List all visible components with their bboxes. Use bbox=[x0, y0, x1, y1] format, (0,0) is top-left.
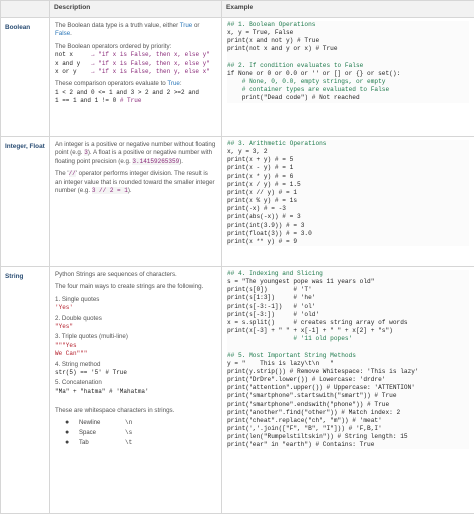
code-line: x, y = 3, 2 bbox=[227, 148, 469, 156]
code-line: y = " This is lazy\t\n " bbox=[227, 360, 469, 368]
header-row bbox=[1, 1, 474, 18]
string-desc-2: The four main ways to create strings are the following. bbox=[55, 283, 216, 291]
code-line: print(x % y) # = 1s bbox=[227, 197, 469, 205]
code-line: print(int(3.9)) # = 3 bbox=[227, 222, 469, 230]
code-line: print(s[-3:]) # 'old' bbox=[227, 311, 469, 319]
code-line: # container types are evaluated to False bbox=[227, 86, 469, 94]
code-line: print(y.strip()) # Remove Whitespace: 'This is lazy' bbox=[227, 368, 469, 376]
code-line bbox=[227, 54, 469, 62]
example-boolean bbox=[222, 18, 474, 137]
header-example: Example bbox=[222, 1, 474, 18]
boolean-desc-3: These comparison operators evaluate to True: bbox=[55, 80, 216, 88]
quote-double: 2. Double quotes "Yes" bbox=[55, 315, 216, 332]
code-boolean bbox=[227, 21, 469, 103]
code-line: print(x * y) # = 6 bbox=[227, 173, 469, 181]
description-integer-float bbox=[50, 137, 222, 267]
boolean-desc-2: The Boolean operators ordered by priority: bbox=[55, 43, 216, 51]
code-line: ## 5. Most Important String Methods bbox=[227, 352, 469, 360]
code-line: ## 3. Arithmetic Operations bbox=[227, 140, 469, 148]
code-line: print("smartphone".startswith("smart")) # True bbox=[227, 392, 469, 400]
header-category bbox=[1, 1, 50, 18]
code-line: print("smartphone".endswith("phone")) # True bbox=[227, 401, 469, 409]
code-line: print("Dead code") # Not reached bbox=[227, 94, 469, 102]
operator-and: x and y → "if x is False, then x, else y" bbox=[55, 60, 216, 68]
code-line: s = "The youngest pope was 11 years old" bbox=[227, 278, 469, 286]
code-line: ## 4. Indexing and Slicing bbox=[227, 270, 469, 278]
code-line: print(x and not y) # True bbox=[227, 37, 469, 45]
string-method: 4. String method str(5) == '5' # True bbox=[55, 361, 216, 378]
code-line: x, y = True, False bbox=[227, 29, 469, 37]
code-line: ## 1. Boolean Operations bbox=[227, 21, 469, 29]
code-line: if None or 0 or 0.0 or '' or [] or {} or set(): bbox=[227, 70, 469, 78]
code-line: print("cheat".replace("ch", "m")) # 'meat' bbox=[227, 417, 469, 425]
whitespace-tab: ● Tab \t bbox=[65, 438, 216, 448]
row-integer-float bbox=[1, 137, 474, 267]
code-line: print(','.join(["F", "B", "I"])) # 'F,B,I' bbox=[227, 425, 469, 433]
code-line: print("DrDre".lower()) # Lowercase: 'drdre' bbox=[227, 376, 469, 384]
comparison-line-2: 1 == 1 and 1 != 0 # True bbox=[55, 97, 216, 105]
operator-not: not x → "if x is False, then x, else y" bbox=[55, 51, 216, 59]
code-line: print(x // y) # = 1 bbox=[227, 189, 469, 197]
code-line: print(s[1:3]) # 'he' bbox=[227, 294, 469, 302]
whitespace-intro: These are whitespace characters in strings. bbox=[55, 407, 216, 415]
code-line: print(x - y) # = 1 bbox=[227, 164, 469, 172]
whitespace-list bbox=[55, 418, 216, 448]
integer-desc-2: The '//' operator performs integer division. The result is an integer value that is rounded toward the smaller integer number (e.g. 3 // 2 = 1). bbox=[55, 170, 216, 195]
integer-desc-1: An integer is a positive or negative number without floating point (e.g. 3). A float is a positive or negative number with floating point precision (e.g. 3.14159265359). bbox=[55, 141, 216, 166]
row-string bbox=[1, 267, 474, 514]
code-line: print(s[-3:-1]) # 'ol' bbox=[227, 303, 469, 311]
code-line: print("attention".upper()) # Uppercase: 'ATTENTION' bbox=[227, 384, 469, 392]
string-desc-1: Python Strings are sequences of characters. bbox=[55, 271, 216, 279]
code-line: print(len("Rumpelstiltskin")) # String length: 15 bbox=[227, 433, 469, 441]
comparison-line-1: 1 < 2 and 0 <= 1 and 3 > 2 and 2 >=2 and bbox=[55, 89, 216, 97]
whitespace-newline: ● Newline \n bbox=[65, 418, 216, 428]
code-line: ## 2. If condition evaluates to False bbox=[227, 62, 469, 70]
code-line: print(s[0]) # 'T' bbox=[227, 286, 469, 294]
code-line: print("ear" in "earth") # Contains: True bbox=[227, 441, 469, 449]
operator-or: x or y → "if x is False, then y, else x" bbox=[55, 68, 216, 76]
code-line: x = s.split() # creates string array of words bbox=[227, 319, 469, 327]
category-string: String bbox=[1, 267, 50, 514]
code-line: print("another".find("other")) # Match index: 2 bbox=[227, 409, 469, 417]
boolean-operator-list bbox=[55, 51, 216, 76]
code-line: # '11 old popes' bbox=[227, 335, 469, 343]
string-concatenation: 5. Concatenation "Ma" + "hatma" # 'Mahatma' bbox=[55, 379, 216, 396]
code-line bbox=[227, 343, 469, 351]
quote-single: 1. Single quotes 'Yes' bbox=[55, 296, 216, 313]
boolean-desc-1: The Boolean data type is a truth value, either True or False. bbox=[55, 22, 216, 39]
code-line: print(x[-3] + " " + x[-1] + " " + x[2] + "s") bbox=[227, 327, 469, 335]
code-line: print(float(3)) # = 3.0 bbox=[227, 230, 469, 238]
whitespace-space: ● Space \s bbox=[65, 428, 216, 438]
code-line: print(x / y) # = 1.5 bbox=[227, 181, 469, 189]
category-boolean: Boolean bbox=[1, 18, 50, 137]
code-line: print(x + y) # = 5 bbox=[227, 156, 469, 164]
code-integer-float bbox=[227, 140, 469, 246]
category-integer-float: Integer, Float bbox=[1, 137, 50, 267]
code-line: print(abs(-x)) # = 3 bbox=[227, 213, 469, 221]
code-string bbox=[227, 270, 469, 449]
description-string bbox=[50, 267, 222, 514]
code-line: print(x ** y) # = 9 bbox=[227, 238, 469, 246]
code-line: # None, 0, 0.0, empty strings, or empty bbox=[227, 78, 469, 86]
example-string bbox=[222, 267, 474, 514]
example-integer-float bbox=[222, 137, 474, 267]
description-boolean bbox=[50, 18, 222, 137]
quote-triple: 3. Triple quotes (multi-line) """Yes We Can""" bbox=[55, 333, 216, 358]
row-boolean bbox=[1, 18, 474, 137]
code-line: print(-x) # = -3 bbox=[227, 205, 469, 213]
code-line: print(not x and y or x) # True bbox=[227, 45, 469, 53]
header-description: Description bbox=[50, 1, 222, 18]
